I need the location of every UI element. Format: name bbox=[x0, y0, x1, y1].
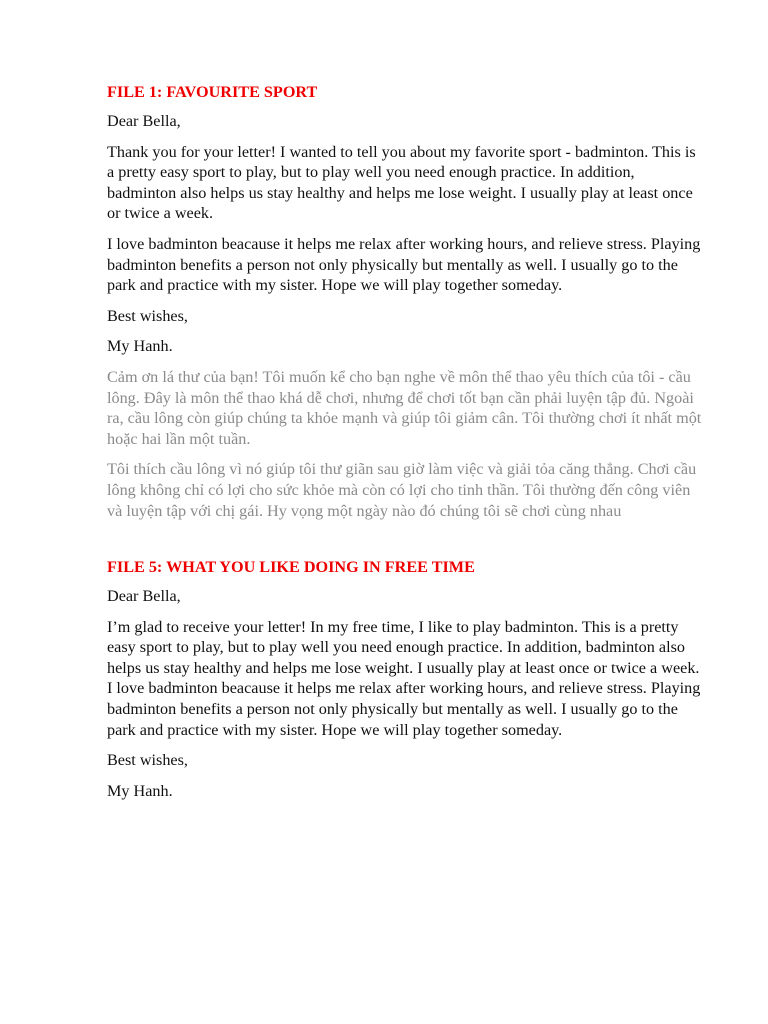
file1-closing: Best wishes, bbox=[107, 306, 188, 325]
file1-translation2: Tôi thích cầu lông vì nó giúp tôi thư giãn sau giờ làm việc và giải tỏa căng thẳng. Chơi cầu lông không chỉ có lợi cho sức khỏe mà còn có lợi cho tinh thần. Tôi thường đến công viên và luyện tập với chị gái. Hy vọng một ngày nào đó chúng tôi sẽ chơi cùng nhau bbox=[107, 460, 697, 520]
file1-paragraph2: I love badminton beacause it helps me relax after working hours, and relieve stress. Playing badminton benefits a person not only physically but mentally as well. I usually go to the park and practice with my sister. Hope we will play together someday. bbox=[107, 234, 701, 295]
file1-signature: My Hanh. bbox=[107, 337, 173, 356]
file5-greeting: Dear Bella, bbox=[107, 587, 181, 606]
document-content bbox=[107, 82, 703, 801]
file1-heading: FILE 1: FAVOURITE SPORT bbox=[107, 83, 318, 101]
file5-section bbox=[107, 557, 703, 801]
file1-section bbox=[107, 82, 703, 521]
file5-heading: FILE 5: WHAT YOU LIKE DOING IN FREE TIME bbox=[107, 558, 475, 577]
file1-paragraph1: Thank you for your letter! I wanted to tell you about my favorite sport - badminton. This is a pretty easy sport to play, but to play well you need enough practice. In addition, badminton also helps us stay healthy and helps me lose weight. I usually play at least once or twice a week. bbox=[107, 142, 696, 223]
file5-signature: My Hanh. bbox=[107, 781, 173, 800]
file1-translation1: Cảm ơn lá thư của bạn! Tôi muốn kể cho bạn nghe về môn thể thao yêu thích của tôi - cầu lông. Đây là môn thể thao khá dễ chơi, nhưng để chơi tốt bạn cần phải luyện tập đủ. Ngoài ra, cầu lông còn giúp chúng ta khỏe mạnh và giúp tôi giảm cân. Tôi thường chơi ít nhất một hoặc hai lần một tuần. bbox=[107, 367, 702, 448]
file5-closing: Best wishes, bbox=[107, 751, 188, 770]
file1-greeting: Dear Bella, bbox=[107, 112, 181, 130]
file5-paragraph1: I’m glad to receive your letter! In my free time, I like to play badminton. This is a pretty easy sport to play, but to play well you need enough practice. In addition, badminton also helps us stay healthy and helps me lose weight. I usually play at least once or twice a week. I love badminton beacause it helps me relax after working hours, and relieve stress. Playing badminton benefits a person not only physically but mentally as well. I usually go to the park and practice with my sister. Hope we will play together someday. bbox=[107, 617, 701, 739]
